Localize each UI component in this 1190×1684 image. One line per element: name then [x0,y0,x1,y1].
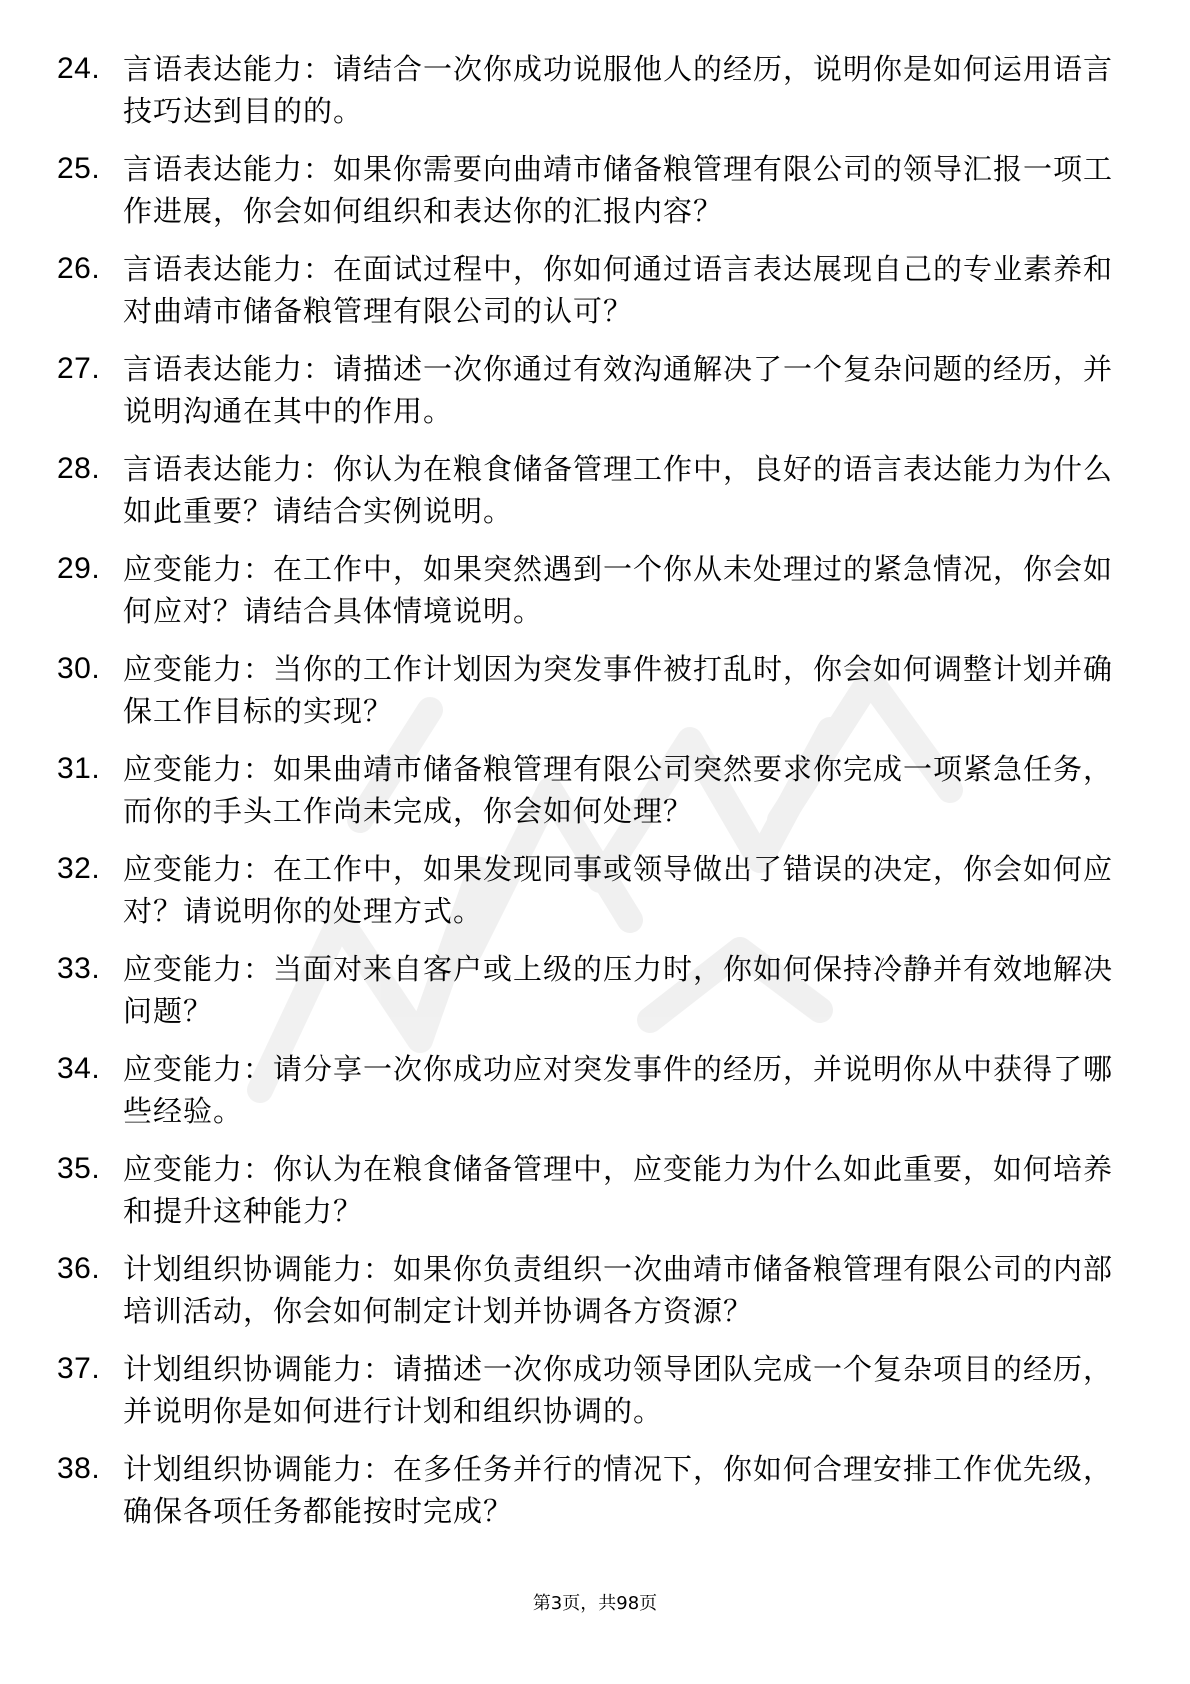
page-number-label: 第3页，共98页 [532,1593,658,1614]
question-text: 言语表达能力：请描述一次你通过有效沟通解决了一个复杂问题的经历，并说明沟通在其中的作用。 [123,352,1114,428]
question-item [57,648,1137,748]
question-text: 应变能力：在工作中，如果发现同事或领导做出了错误的决定，你会如何应对？请说明你的处理方式。 [123,852,1114,928]
question-number: 26. [57,252,101,285]
question-number: 28. [57,452,101,485]
question-number: 30. [57,652,101,685]
question-item [57,548,1137,648]
question-item [57,248,1137,348]
question-item [57,348,1137,448]
question-text: 应变能力：在工作中，如果突然遇到一个你从未处理过的紧急情况，你会如何应对？请结合具体情境说明。 [123,552,1114,628]
question-item [57,48,1137,148]
question-text: 应变能力：当面对来自客户或上级的压力时，你如何保持冷静并有效地解决问题？ [123,952,1114,1028]
question-list [57,48,1137,1548]
question-text: 言语表达能力：你认为在粮食储备管理工作中，良好的语言表达能力为什么如此重要？请结合实例说明。 [123,452,1114,528]
question-item [57,1348,1137,1448]
question-item [57,948,1137,1048]
question-text: 应变能力：你认为在粮食储备管理中，应变能力为什么如此重要，如何培养和提升这种能力？ [123,1152,1114,1228]
question-number: 34. [57,1052,101,1085]
question-item [57,448,1137,548]
question-item [57,148,1137,248]
question-text: 应变能力：当你的工作计划因为突发事件被打乱时，你会如何调整计划并确保工作目标的实现？ [123,652,1114,728]
question-text: 言语表达能力：请结合一次你成功说服他人的经历，说明你是如何运用语言技巧达到目的的。 [123,52,1114,128]
question-number: 29. [57,552,101,585]
question-number: 31. [57,752,101,785]
question-text: 计划组织协调能力：请描述一次你成功领导团队完成一个复杂项目的经历，并说明你是如何进行计划和组织协调的。 [123,1352,1114,1428]
question-item [57,748,1137,848]
question-number: 24. [57,52,101,85]
question-item [57,848,1137,948]
question-number: 27. [57,352,101,385]
question-number: 25. [57,152,101,185]
question-number: 33. [57,952,101,985]
question-number: 35. [57,1152,101,1185]
question-text: 言语表达能力：在面试过程中，你如何通过语言表达展现自己的专业素养和对曲靖市储备粮管理有限公司的认可？ [123,252,1114,328]
question-item [57,1448,1137,1548]
question-number: 32. [57,852,101,885]
question-item [57,1248,1137,1348]
question-number: 36. [57,1252,101,1285]
question-number: 37. [57,1352,101,1385]
question-text: 言语表达能力：如果你需要向曲靖市储备粮管理有限公司的领导汇报一项工作进展，你会如何组织和表达你的汇报内容？ [123,152,1114,228]
question-item [57,1148,1137,1248]
question-text: 计划组织协调能力：如果你负责组织一次曲靖市储备粮管理有限公司的内部培训活动，你会如何制定计划并协调各方资源？ [123,1252,1114,1328]
question-item [57,1048,1137,1148]
question-text: 计划组织协调能力：在多任务并行的情况下，你如何合理安排工作优先级，确保各项任务都能按时完成？ [123,1452,1114,1528]
question-number: 38. [57,1452,101,1485]
page-footer [0,1592,1190,1616]
question-text: 应变能力：如果曲靖市储备粮管理有限公司突然要求你完成一项紧急任务，而你的手头工作尚未完成，你会如何处理？ [123,752,1114,828]
question-text: 应变能力：请分享一次你成功应对突发事件的经历，并说明你从中获得了哪些经验。 [123,1052,1114,1128]
